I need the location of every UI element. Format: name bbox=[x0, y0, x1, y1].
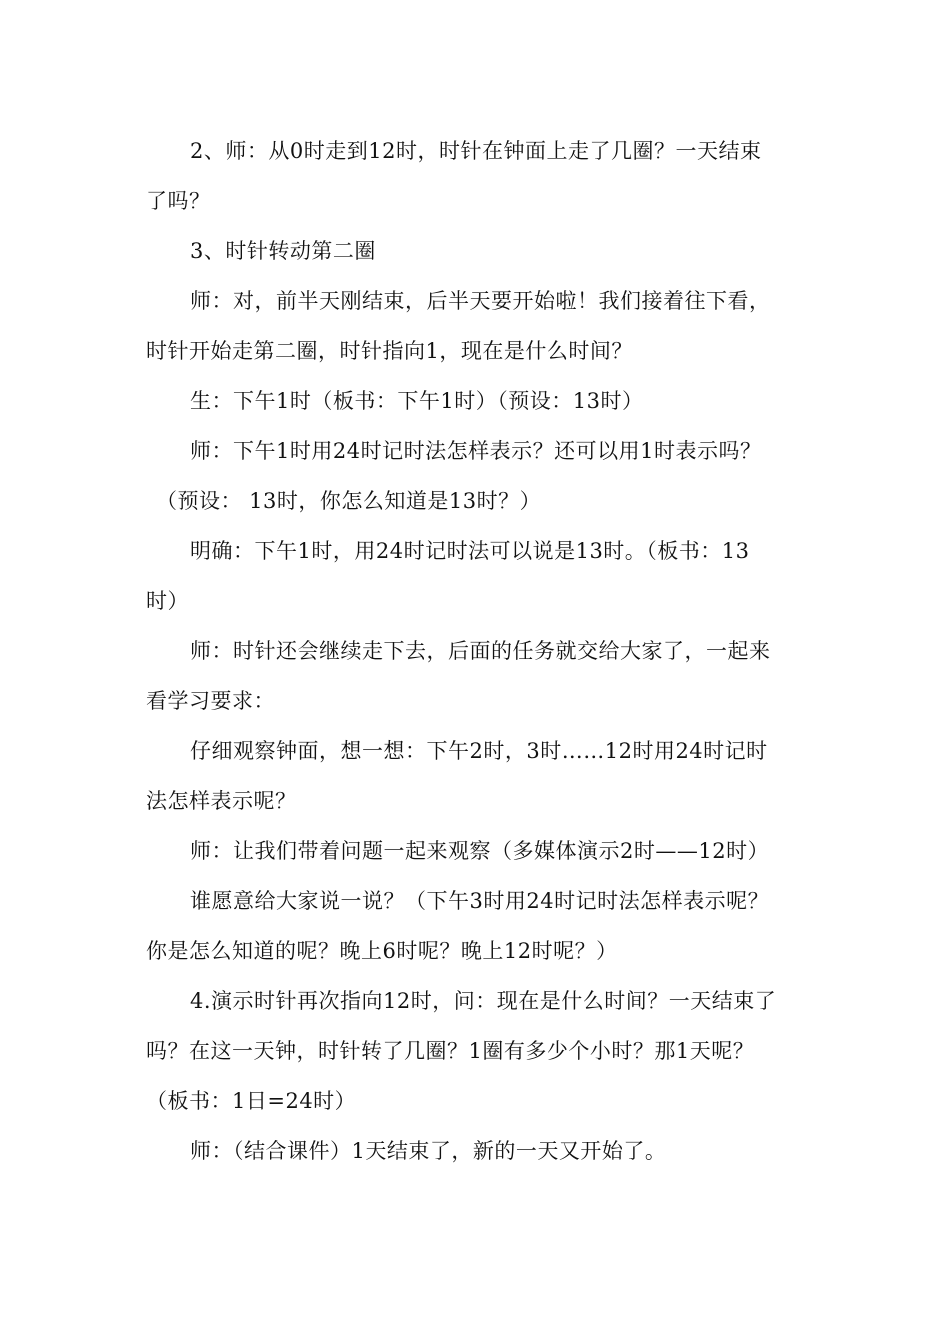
text-line: （预设： 13时，你怎么知道是13时？） bbox=[156, 489, 542, 513]
text-line: 明确：下午1时，用24时记时法可以说是13时。（板书：13 bbox=[190, 539, 750, 563]
section-heading: 4.演示时针再次指向12时，问：现在是什么时间？一天结束了 bbox=[190, 989, 777, 1013]
text-line: 师：下午1时用24时记时法怎样表示？还可以用1时表示吗？ bbox=[190, 439, 762, 463]
text-line: 师：让我们带着问题一起来观察（多媒体演示2时——12时） bbox=[190, 839, 770, 863]
text-line: 仔细观察钟面，想一想：下午2时，3时……12时用24时记时 bbox=[190, 739, 768, 763]
text-line: 2、师：从0时走到12时，时针在钟面上走了几圈？一天结束 bbox=[190, 139, 762, 163]
text-line: 看学习要求： bbox=[146, 689, 275, 713]
text-line: 了吗？ bbox=[146, 189, 211, 213]
text-line: 时） bbox=[146, 589, 189, 613]
text-line: 师：（结合课件）1天结束了，新的一天又开始了。 bbox=[190, 1139, 667, 1163]
text-line: 法怎样表示呢？ bbox=[146, 789, 297, 813]
text-line: 时针开始走第二圈，时针指向1，现在是什么时间？ bbox=[146, 339, 633, 363]
text-line: 吗？在这一天钟，时针转了几圈？1圈有多少个小时？那1天呢？ bbox=[146, 1039, 755, 1063]
section-heading: 3、时针转动第二圈 bbox=[190, 239, 376, 263]
text-line: 师：时针还会继续走下去，后面的任务就交给大家了，一起来 bbox=[190, 639, 771, 663]
text-line: 生：下午1时（板书：下午1时）（预设：13时） bbox=[190, 389, 644, 413]
text-line: 你是怎么知道的呢？晚上6时呢？晚上12时呢？） bbox=[146, 939, 618, 963]
text-line: 师：对，前半天刚结束，后半天要开始啦！我们接着往下看， bbox=[190, 289, 771, 313]
text-line: （板书：1日=24时） bbox=[146, 1089, 357, 1113]
text-line: 谁愿意给大家说一说？（下午3时用24时记时法怎样表示呢？ bbox=[190, 889, 770, 913]
